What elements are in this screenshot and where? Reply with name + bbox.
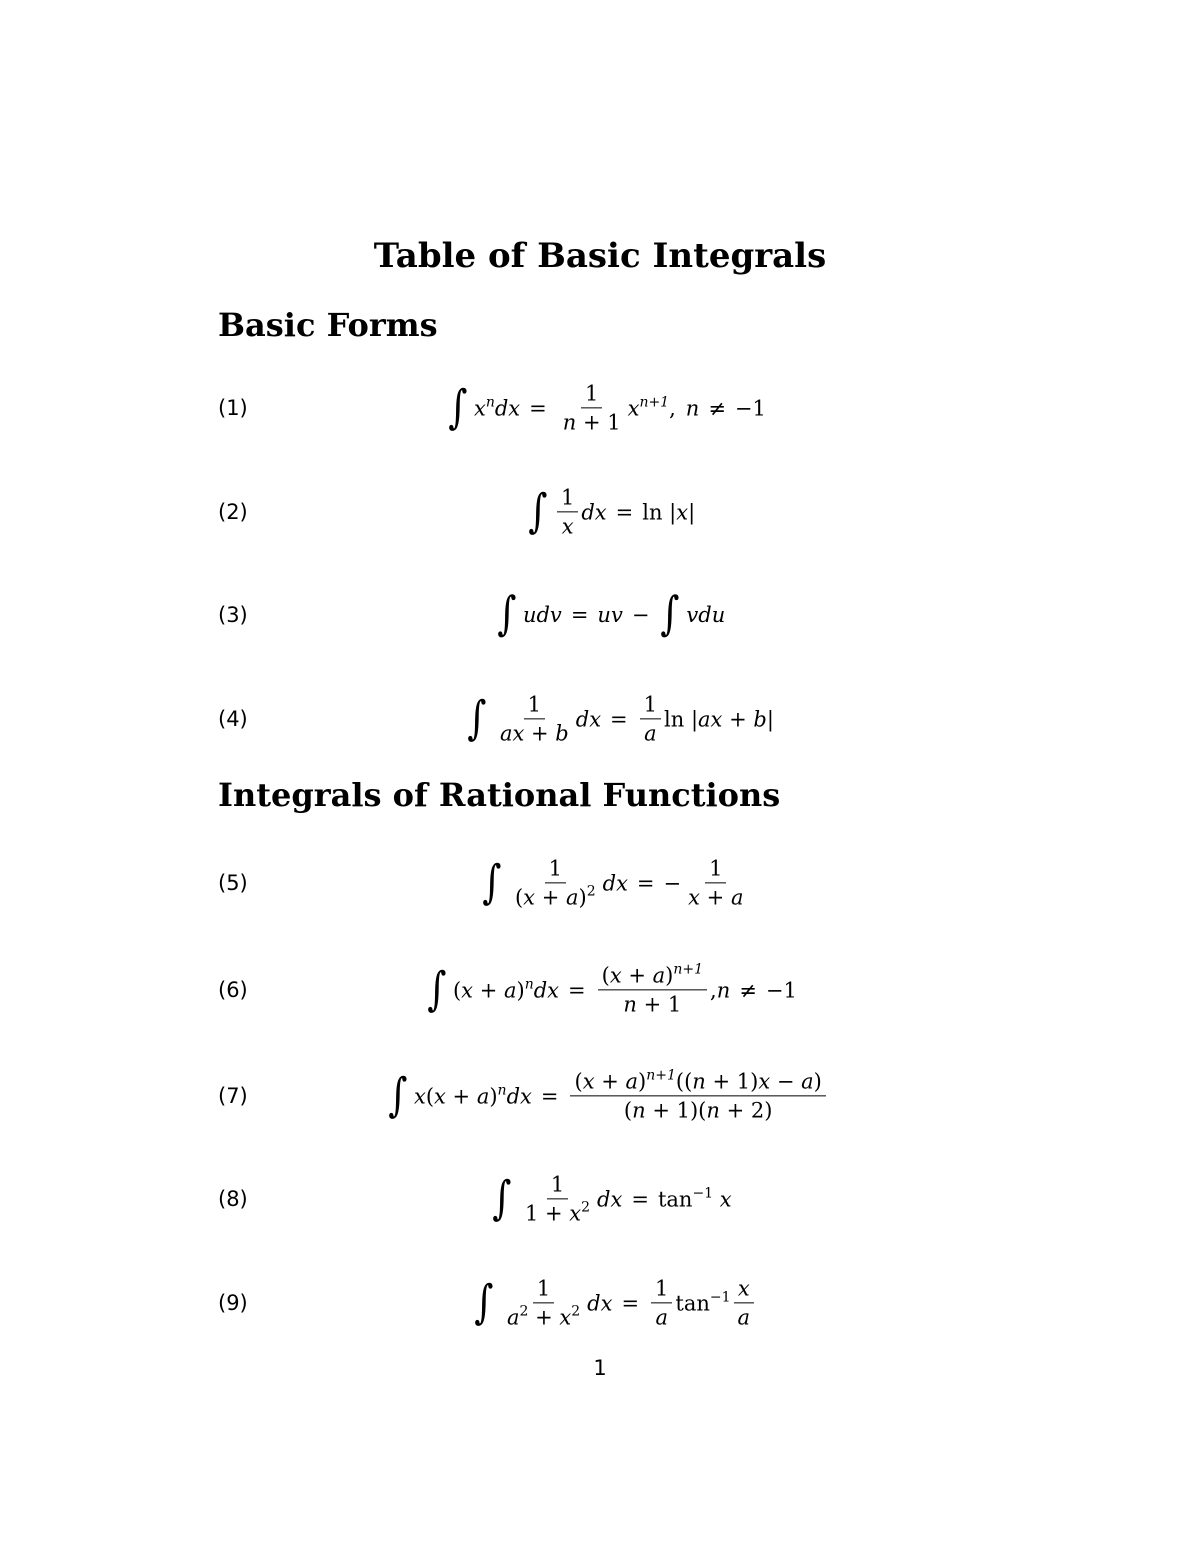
equation-7 — [218, 1061, 978, 1131]
equation-formula: ∫ $x^ndx$ = $\frac{1}{n + 1}$ $x^{n+1}$ , n ≠ −1 — [448, 379, 766, 435]
equation-formula: ∫ $\frac{1}{a^2 + x^2}$ dx = $\frac{1}{a}$ $\tan^{-1}$ $\frac{x}{a}$ — [472, 1276, 757, 1329]
page-number: 1 — [593, 1356, 607, 1380]
equation-number: (5) — [218, 871, 248, 895]
equation-number: (8) — [218, 1187, 248, 1211]
equation-formula: ∫ x ( x + a ) $^n$dx = $\frac{(x + a)^{n+1}((n + 1)x - a)}{(n + 1)(n + 2)}$ — [386, 1069, 829, 1122]
equation-formula: ∫ $\frac{1}{ax + b}$ dx = $\frac{1}{a}$ ln | ax + b | — [467, 690, 774, 746]
equation-formula: ∫ ( x + a ) $^n$dx = $\frac{(x + a)^{n+1}}{n + 1}$ , n ≠ −1 — [427, 961, 797, 1017]
equation-formula: ∫ udv = uv − ∫ vdu — [497, 586, 726, 640]
equation-formula: ∫ $\frac{1}{(x + a)^2}$ dx = − $\frac{1}{x + a}$ — [482, 854, 744, 910]
page-title: Table of Basic Integrals — [373, 236, 827, 276]
section-heading-rational-functions: Integrals of Rational Functions — [218, 776, 781, 814]
equation-number: (3) — [218, 603, 248, 627]
equation-4 — [218, 684, 978, 754]
equation-number: (1) — [218, 396, 248, 420]
equation-1 — [218, 373, 978, 443]
equation-formula: ∫ $\frac{1}{1 + x^2}$ dx = $\tan^{-1}$ x — [492, 1170, 732, 1226]
equation-8 — [218, 1164, 978, 1234]
equation-3 — [218, 580, 978, 650]
equation-number: (7) — [218, 1084, 248, 1108]
equation-9 — [218, 1268, 978, 1338]
equation-number: (4) — [218, 707, 248, 731]
equation-number: (2) — [218, 500, 248, 524]
equation-5 — [218, 848, 978, 918]
equation-6 — [218, 955, 978, 1025]
equation-number: (6) — [218, 978, 248, 1002]
section-heading-basic-forms: Basic Forms — [218, 306, 438, 344]
equation-2 — [218, 477, 978, 547]
equation-formula: ∫ $\frac{1}{x}$ dx = ln | x | — [528, 483, 696, 539]
equation-number: (9) — [218, 1291, 248, 1315]
